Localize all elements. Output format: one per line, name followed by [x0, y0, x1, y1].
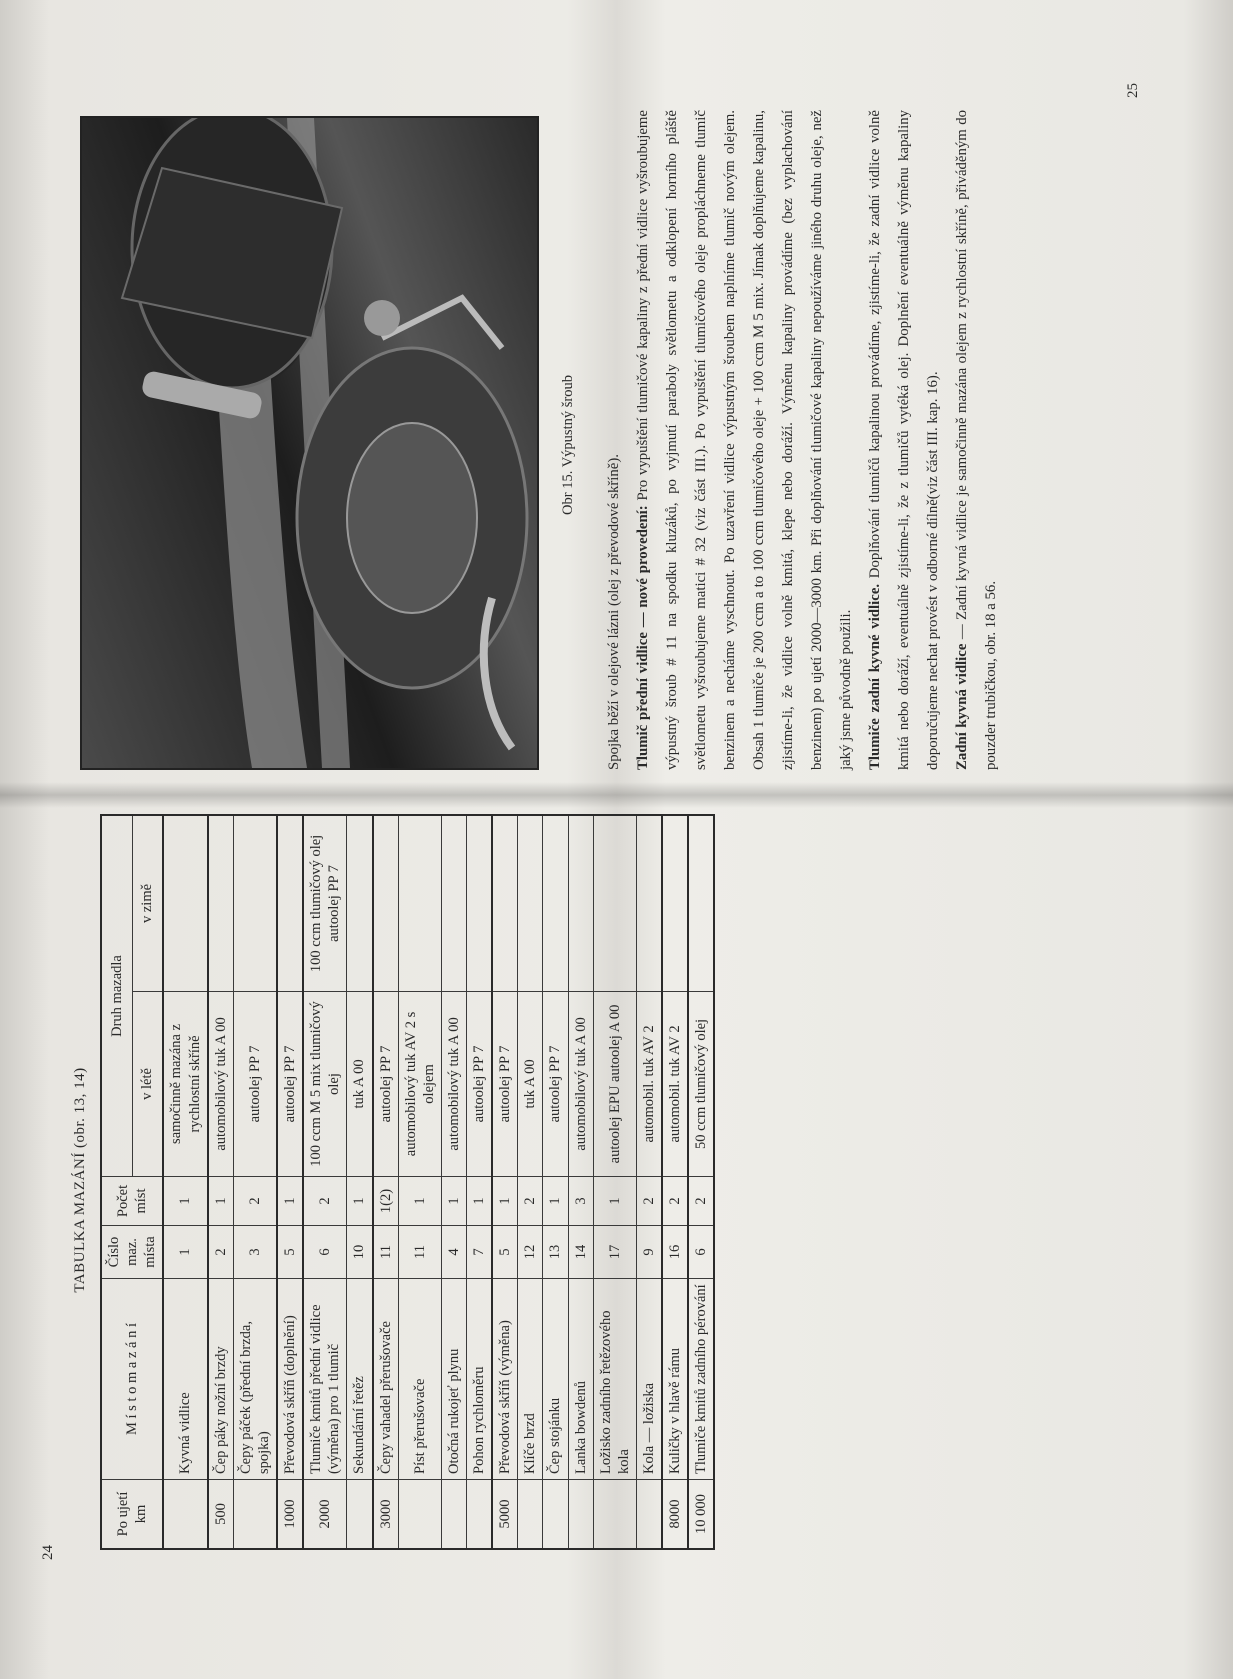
table-row [543, 815, 568, 1549]
table-row [568, 815, 593, 1549]
table-row [398, 815, 441, 1549]
row-num: 2 [208, 1226, 234, 1279]
row-summer: autoolej EPU autoolej A 00 [593, 991, 636, 1176]
row-winter [636, 815, 662, 991]
paragraph-3-lead: Tlumiče zadní kyvné vidlice. [867, 583, 883, 770]
row-km: 8000 [662, 1480, 688, 1550]
page-25 [40, 70, 1141, 790]
row-winter [163, 815, 207, 991]
header-summer: v létě [132, 991, 163, 1176]
row-count: 2 [518, 1177, 543, 1226]
row-summer: autoolej PP 7 [233, 991, 277, 1176]
row-place: Ložisko zadního řetězového kola [593, 1279, 636, 1480]
row-winter [568, 815, 593, 991]
row-count: 2 [303, 1177, 347, 1226]
row-place: Čepy vahadel přerušovače [373, 1279, 399, 1480]
row-summer: autoolej PP 7 [373, 991, 399, 1176]
row-summer: automobilový tuk A 00 [441, 991, 466, 1176]
table-row [441, 815, 466, 1549]
row-km [593, 1480, 636, 1550]
row-count: 2 [662, 1177, 688, 1226]
row-km [518, 1480, 543, 1550]
row-num: 4 [441, 1226, 466, 1279]
table-row [662, 815, 688, 1549]
row-km: 500 [208, 1480, 234, 1550]
row-km: 3000 [373, 1480, 399, 1550]
header-num: Číslo maz. místa [101, 1226, 163, 1279]
row-count: 1 [543, 1177, 568, 1226]
paragraph-4 [948, 110, 1006, 770]
row-summer: 100 ccm M 5 mix tlumičový olej [303, 991, 347, 1176]
row-place: Převodová skříň (výměna) [492, 1279, 518, 1480]
row-summer: automobilový tuk A 00 [208, 991, 234, 1176]
row-place: Sekundární řetěz [347, 1279, 373, 1480]
paragraph-4-text: — Zadní kyvná vidlice je samočinně mazána olejem z rychlostní skříně, přiváděným do pouzder trubičkou, obr. 18 a 56. [954, 110, 999, 770]
row-summer: autoolej PP 7 [277, 991, 303, 1176]
table-row [303, 815, 347, 1549]
row-winter [543, 815, 568, 991]
table-body [163, 815, 714, 1549]
paragraph-1-text: Spojka běží v olejové lázni (olej z převodové skříně). [606, 454, 622, 770]
row-summer: automobilový tuk A 00 [568, 991, 593, 1176]
row-count: 1 [163, 1177, 207, 1226]
paragraph-3 [861, 110, 948, 770]
row-km [441, 1480, 466, 1550]
table-row [163, 815, 207, 1549]
row-num: 14 [568, 1226, 593, 1279]
table-row [467, 815, 493, 1549]
row-place: Kuličky v hlavě rámu [662, 1279, 688, 1480]
row-km [467, 1480, 493, 1550]
row-count: 1 [467, 1177, 493, 1226]
row-num: 1 [163, 1226, 207, 1279]
row-num: 13 [543, 1226, 568, 1279]
row-summer: automobilový tuk AV 2 s olejem [398, 991, 441, 1176]
row-place: Tlumiče kmitů přední vidlice (výměna) pro 1 tlumič [303, 1279, 347, 1480]
row-winter [347, 815, 373, 991]
row-km [636, 1480, 662, 1550]
row-place: Čep páky nožní brzdy [208, 1279, 234, 1480]
row-num: 17 [593, 1226, 636, 1279]
row-summer: automobil. tuk AV 2 [662, 991, 688, 1176]
row-km [163, 1480, 207, 1550]
row-num: 16 [662, 1226, 688, 1279]
row-winter [441, 815, 466, 991]
header-place: M í s t o m a z á n í [101, 1279, 163, 1480]
row-km: 10 000 [688, 1480, 714, 1550]
row-num: 9 [636, 1226, 662, 1279]
row-count: 1 [277, 1177, 303, 1226]
row-winter [688, 815, 714, 991]
row-km [398, 1480, 441, 1550]
row-num: 11 [373, 1226, 399, 1279]
row-winter [518, 815, 543, 991]
header-count: Počet míst [101, 1177, 163, 1226]
paragraph-4-lead: Zadní kyvná vidlice [954, 643, 970, 770]
row-place: Pohon rychloměru [467, 1279, 493, 1480]
table-row [518, 815, 543, 1549]
row-count: 1 [208, 1177, 234, 1226]
paragraph-2-text: Pro vypuštění tlumičové kapaliny z přední vidlice vyšroubujeme výpustný šroub # 11 na spodku kluzáků, po vyjmutí paraboly světlometu a odklopení horního pláště světlometu vyšroubujeme matici # 32 (viz část III.). Po vypuštění tlumičového oleje propláchneme tlumič benzinem a necháme vyschnout. Po uzavření vidlice výpustným šroubem naplníme tlumič novým olejem. Obsah 1 tlumiče je 200 ccm a to 100 ccm tlumičového oleje + 100 ccm M 5 mix. Jímak doplňujeme kapalinu, zjistíme-li, že vidlice volně kmitá, klepe nebo doráží. Výměnu kapaliny provádíme (bez vyplachování benzinem) po ujetí 2000—3000 km. Při doplňování tlumičové kapaliny nepoužíváme jiného druhu oleje, než jaký jsme původně použili. [635, 110, 854, 770]
row-place: Tlumiče kmitů zadního pérování [688, 1279, 714, 1480]
row-winter [373, 815, 399, 991]
row-count: 1 [593, 1177, 636, 1226]
table-row [593, 815, 636, 1549]
table-row [208, 815, 234, 1549]
row-winter [208, 815, 234, 991]
row-count: 2 [233, 1177, 277, 1226]
row-km [347, 1480, 373, 1550]
figure-caption: Obr 15. Výpustný šroub [560, 375, 576, 515]
row-place: Čep stojánku [543, 1279, 568, 1480]
motorcycle-photo [80, 116, 539, 770]
table-row [688, 815, 714, 1549]
header-winter: v zimě [132, 815, 163, 991]
row-summer: autoolej PP 7 [543, 991, 568, 1176]
table-title: TABULKA MAZÁNÍ (obr. 13, 14) [72, 1067, 88, 1293]
row-place: Převodová skříň (doplnění) [277, 1279, 303, 1480]
row-summer: autoolej PP 7 [467, 991, 493, 1176]
row-count: 1(2) [373, 1177, 399, 1226]
row-winter [398, 815, 441, 991]
table-row [373, 815, 399, 1549]
row-summer: 50 ccm tlumičový olej [688, 991, 714, 1176]
paragraph-1 [600, 110, 629, 770]
table-row [277, 815, 303, 1549]
row-num: 5 [492, 1226, 518, 1279]
row-num: 6 [688, 1226, 714, 1279]
row-num: 6 [303, 1226, 347, 1279]
row-km: 1000 [277, 1480, 303, 1550]
row-winter [467, 815, 493, 991]
row-place: Píst přerušovače [398, 1279, 441, 1480]
row-winter [277, 815, 303, 991]
table-row [492, 815, 518, 1549]
page-number-right: 25 [1125, 83, 1141, 98]
row-num: 3 [233, 1226, 277, 1279]
row-winter: 100 ccm tlumičový olej autoolej PP 7 [303, 815, 347, 991]
row-winter [233, 815, 277, 991]
page-24 [40, 800, 1130, 1560]
row-num: 10 [347, 1226, 373, 1279]
row-num: 11 [398, 1226, 441, 1279]
table-row [636, 815, 662, 1549]
row-count: 1 [492, 1177, 518, 1226]
row-km [543, 1480, 568, 1550]
row-count: 1 [398, 1177, 441, 1226]
row-winter [662, 815, 688, 991]
paragraph-2-lead: Tlumič přední vidlice — nové provedení: [635, 505, 651, 770]
header-km: Po ujetí km [101, 1480, 163, 1550]
page-number-left: 24 [40, 1545, 56, 1560]
row-num: 5 [277, 1226, 303, 1279]
row-summer: autoolej PP 7 [492, 991, 518, 1176]
row-summer: samočinně mazána z rychlostní skříně [163, 991, 207, 1176]
row-km: 2000 [303, 1480, 347, 1550]
row-km: 5000 [492, 1480, 518, 1550]
row-place: Otočná rukojeť plynu [441, 1279, 466, 1480]
motorcycle-illustration [82, 118, 537, 768]
row-winter [593, 815, 636, 991]
row-summer: tuk A 00 [347, 991, 373, 1176]
row-num: 12 [518, 1226, 543, 1279]
row-km [233, 1480, 277, 1550]
table-row [233, 815, 277, 1549]
row-summer: automobil. tuk AV 2 [636, 991, 662, 1176]
row-count: 2 [688, 1177, 714, 1226]
row-num: 7 [467, 1226, 493, 1279]
paragraph-2 [629, 110, 861, 770]
row-count: 1 [441, 1177, 466, 1226]
row-winter [492, 815, 518, 991]
row-km [568, 1480, 593, 1550]
header-lubricant: Druh mazadla [101, 815, 132, 1177]
table-row [347, 815, 373, 1549]
paragraph-3-text: Doplňování tlumičů kapalinou provádíme, zjistíme-li, že zadní vidlice volně kmitá nebo doráží, eventuálně zjistíme-li, že z tlumičů vytéká olej. Doplnění eventuálně výměnu kapaliny doporučujeme nechat provést v odborné dílně(viz část III. kap. 16). [867, 110, 941, 770]
row-place: Lanka bowdenů [568, 1279, 593, 1480]
row-summer: tuk A 00 [518, 991, 543, 1176]
lubrication-table [100, 814, 715, 1550]
row-count: 2 [636, 1177, 662, 1226]
body-text [600, 110, 1006, 770]
row-place: Čepy páček (přední brzda, spojka) [233, 1279, 277, 1480]
row-place: Klíče brzd [518, 1279, 543, 1480]
row-count: 1 [347, 1177, 373, 1226]
row-place: Kyvná vidlice [163, 1279, 207, 1480]
row-place: Kola — ložiska [636, 1279, 662, 1480]
row-count: 3 [568, 1177, 593, 1226]
